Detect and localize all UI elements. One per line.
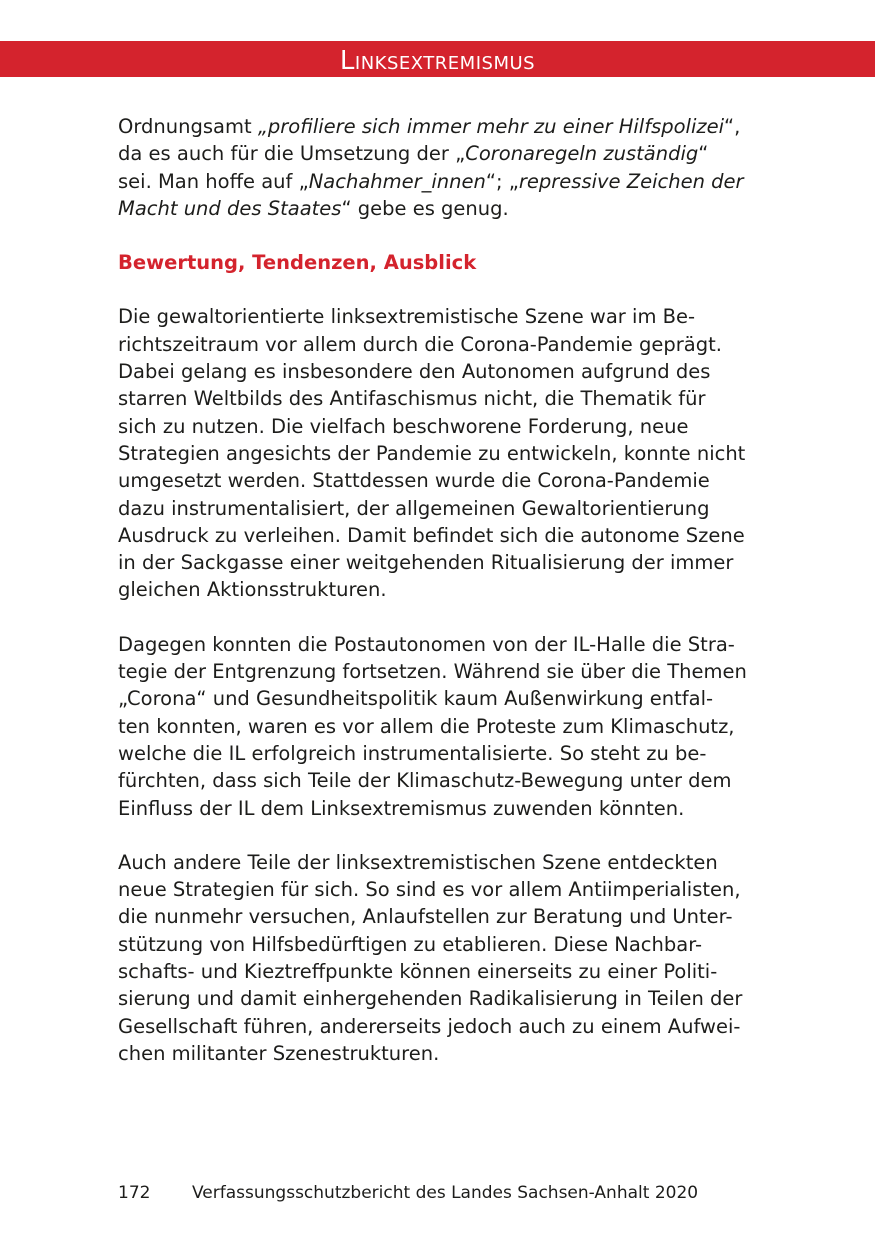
intro-line-4 (118, 195, 758, 222)
page-content (118, 113, 758, 1067)
intro-line-2 (118, 140, 758, 167)
quote-run: Coronaregeln zuständig (465, 142, 699, 166)
text-line: „Corona“ und Gesundheitspolitik kaum Außenwirkung entfal- (118, 687, 714, 711)
text-line: stützung von Hilfsbedürftigen zu etablieren. Diese Nachbar- (118, 932, 703, 956)
section-heading: Bewertung, Tendenzen, Ausblick (118, 251, 477, 275)
text-line: Dagegen konnten die Postautonomen von der IL-Halle die Stra- (118, 632, 735, 656)
intro-line-3 (118, 168, 758, 195)
text-line: richtszeitraum vor allem durch die Corona-Pandemie geprägt. (118, 332, 722, 356)
text-line: ten konnten, waren es vor allem die Proteste zum Klimaschutz, (118, 714, 735, 738)
text-line: sierung und damit einhergehenden Radikalisierung in Teilen der (118, 987, 743, 1011)
quote-run: „profiliere sich immer mehr zu einer Hilfspolizei (257, 115, 725, 138)
text-line: chen militanter Szenestrukturen. (118, 1041, 440, 1065)
text-line: Dabei gelang es insbesondere den Autonomen aufgrund des (118, 360, 711, 384)
text-run: Ordnungsamt (118, 115, 258, 138)
text-line: tegie der Entgrenzung fortsetzen. Während sie über die Themen (118, 660, 747, 684)
text-run: sei. Man hoffe auf „ (118, 169, 309, 193)
text-run: da es auch für die Umsetzung der „ (118, 142, 466, 166)
text-line: Auch andere Teile der linksextremistischen Szene entdeckten (118, 850, 718, 874)
paragraph-intro (118, 113, 758, 222)
quote-run: repressive Zeichen der (518, 169, 744, 193)
text-line: umgesetzt werden. Stattdessen wurde die Corona-Pandemie (118, 469, 710, 493)
page-footer (118, 1182, 698, 1204)
text-run: “; „ (485, 169, 519, 193)
intro-line-1 (118, 113, 758, 140)
text-line: die nunmehr versuchen, Anlaufstellen zur Beratung und Unter- (118, 905, 733, 929)
page-number: 172 (118, 1183, 151, 1203)
text-line: in der Sackgasse einer weitgehenden Ritualisierung der immer (118, 551, 734, 575)
chapter-header-bar (0, 41, 875, 77)
text-line: Einfluss der IL dem Linksextremismus zuwenden könnten. (118, 796, 685, 820)
quote-run: Nachahmer_innen (308, 169, 486, 193)
paragraph-postautonome (118, 631, 758, 822)
text-line: Gesellschaft führen, andererseits jedoch auch zu einem Aufwei- (118, 1014, 741, 1038)
text-line: gleichen Aktionsstrukturen. (118, 578, 387, 602)
chapter-title: Linksextremismus (339, 46, 536, 76)
text-line: neue Strategien für sich. So sind es vor allem Antiimperialisten, (118, 878, 741, 902)
paragraph-antiimperialisten (118, 849, 758, 1067)
text-line: Strategien angesichts der Pandemie zu entwickeln, konnte nicht (118, 441, 746, 465)
text-line: dazu instrumentalisiert, der allgemeinen Gewaltorientierung (118, 496, 710, 520)
text-run: “ (698, 142, 709, 166)
text-line: sich zu nutzen. Die vielfach beschworene Forderung, neue (118, 414, 689, 438)
text-run: “, (724, 115, 741, 138)
quote-run: Macht und des Staates (118, 196, 342, 220)
text-line: Die gewaltorientierte linksextremistische Szene war im Be- (118, 305, 696, 329)
paragraph-assessment (118, 303, 758, 603)
text-line: starren Weltbilds des Antifaschismus nicht, die Thematik für (118, 387, 706, 411)
text-line: Ausdruck zu verleihen. Damit befindet sich die autonome Szene (118, 523, 745, 547)
text-run: “ gebe es genug. (341, 196, 509, 220)
publication-title: Verfassungsschutzbericht des Landes Sachsen-Anhalt 2020 (192, 1183, 699, 1203)
text-line: fürchten, dass sich Teile der Klimaschutz-Bewegung unter dem (118, 769, 732, 793)
text-line: schafts- und Kieztreffpunkte können einerseits zu einer Politi- (118, 960, 718, 984)
text-line: welche die IL erfolgreich instrumentalisierte. So steht zu be- (118, 741, 707, 765)
